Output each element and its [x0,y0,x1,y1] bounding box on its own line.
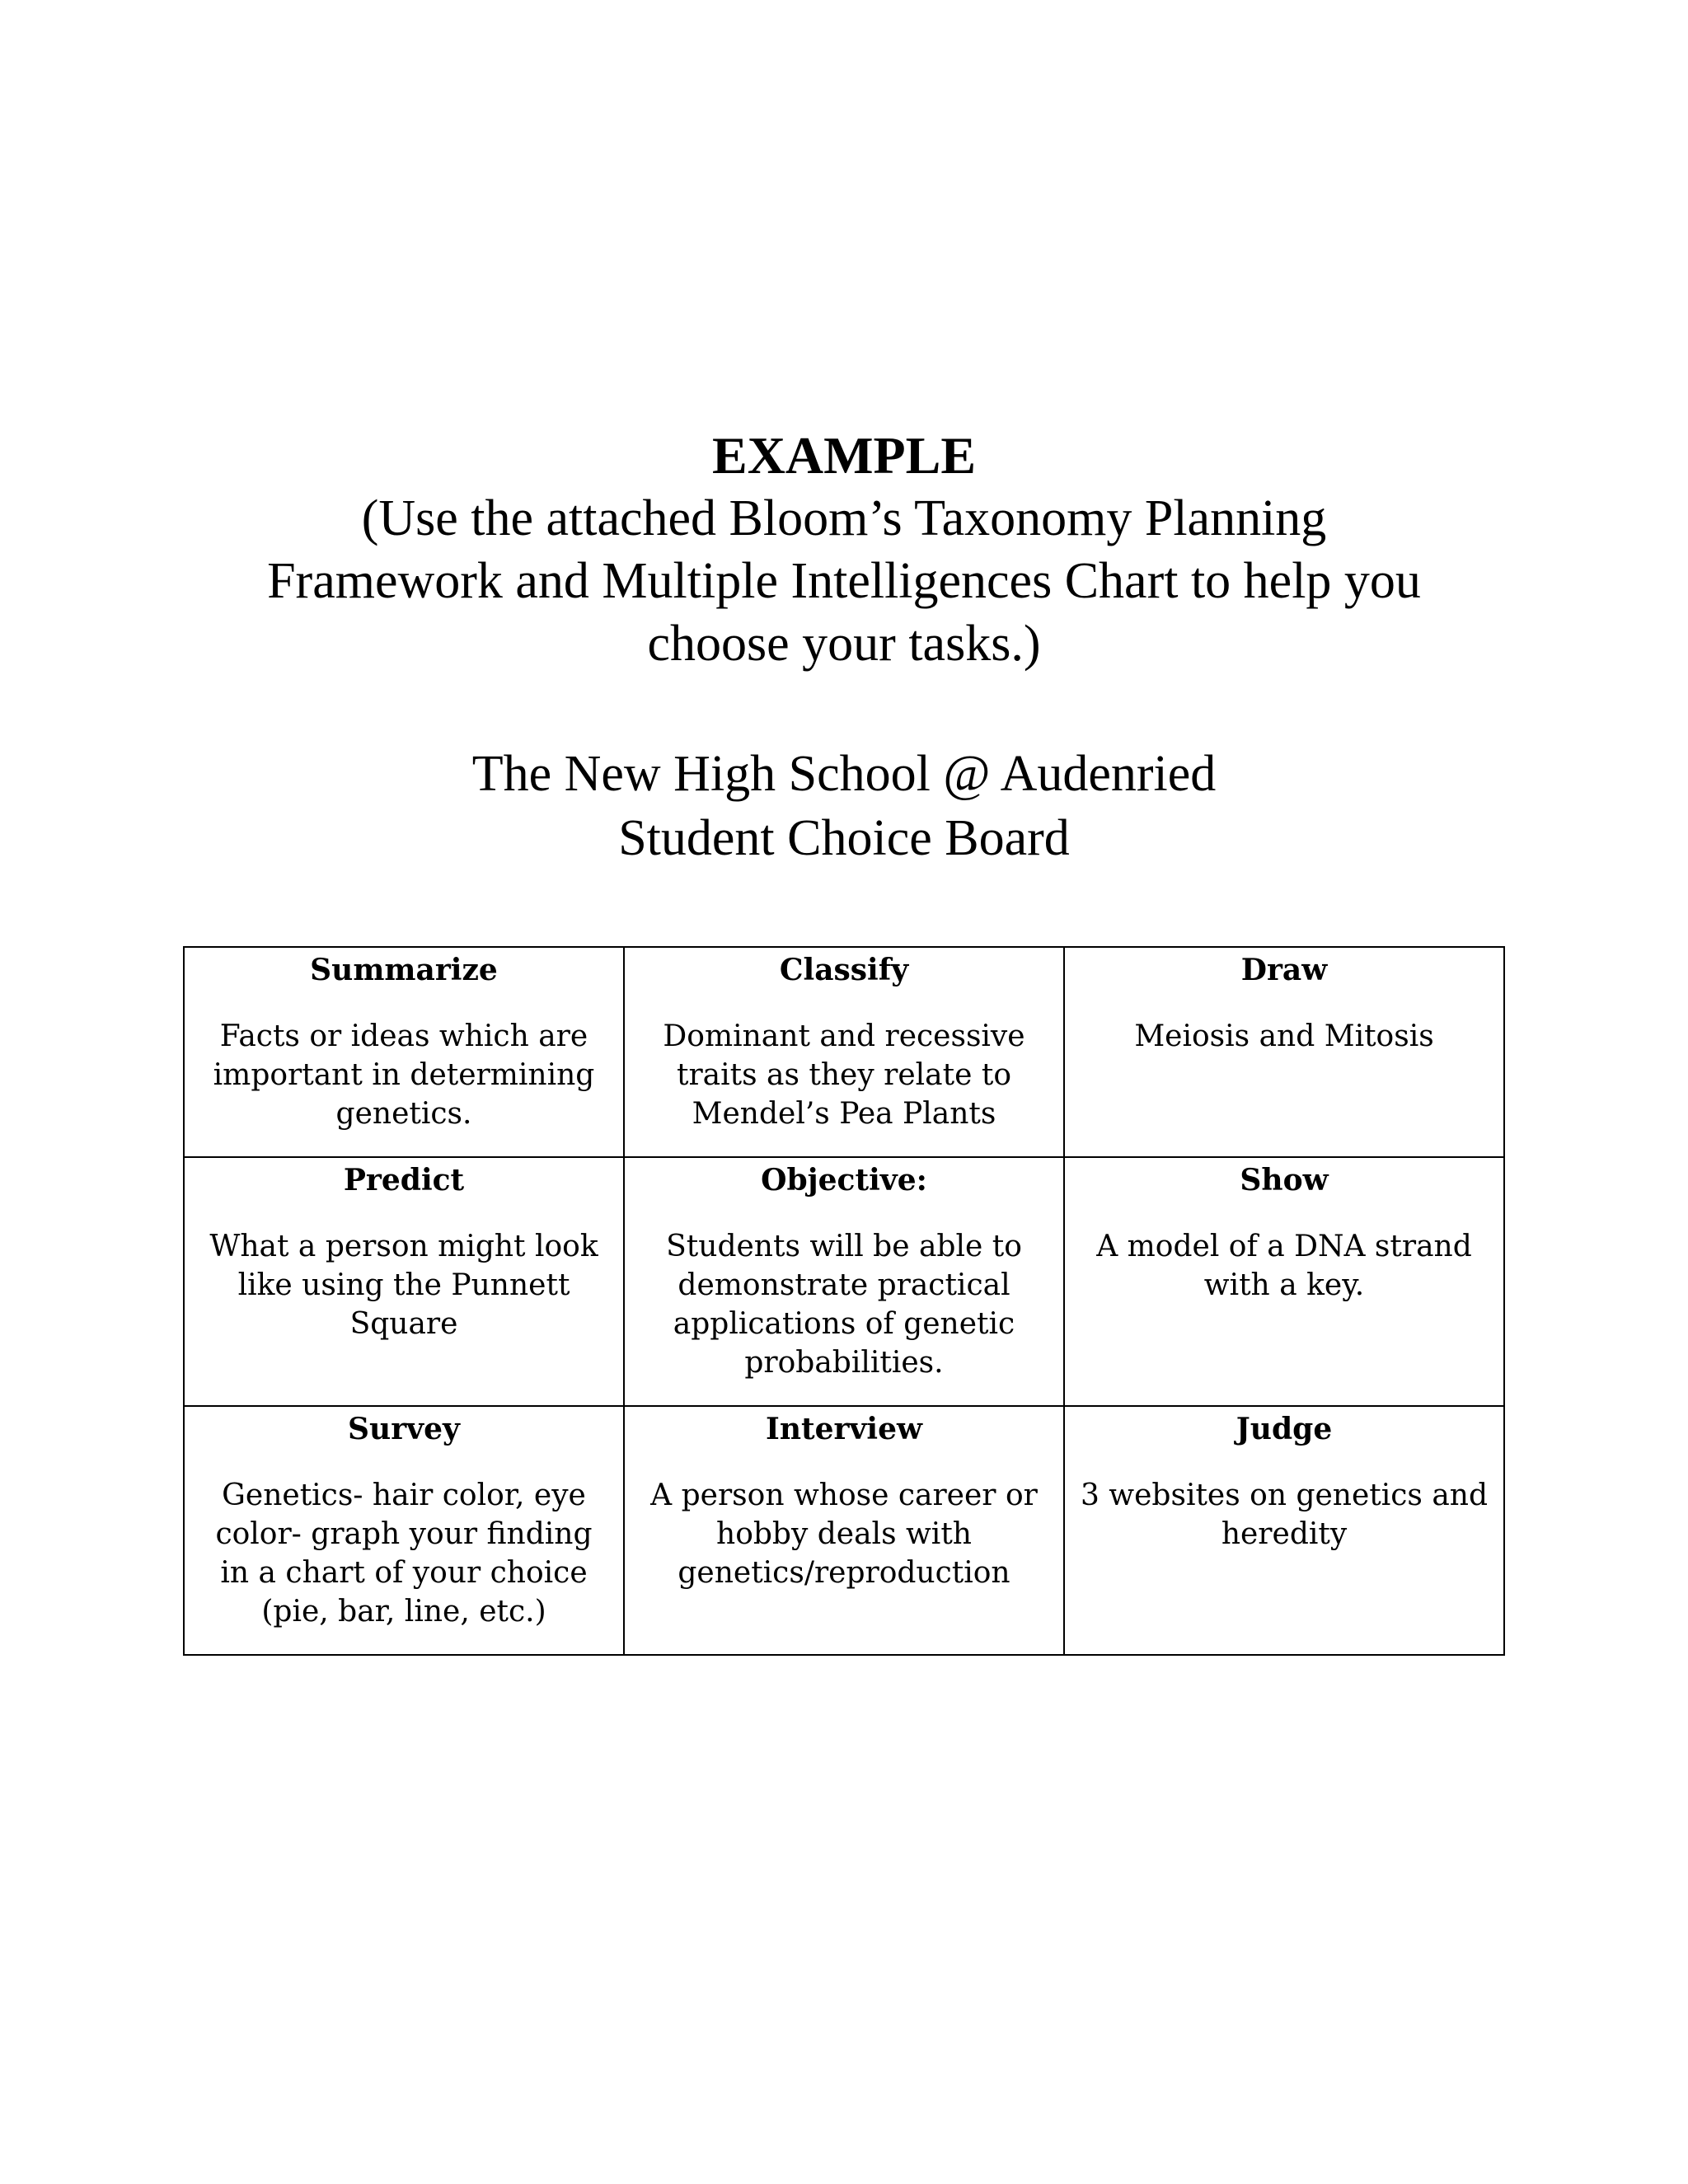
cell-title: Draw [1240,953,1328,987]
cell-title: Classify [779,953,909,987]
cell-title: Predict [343,1163,465,1197]
cell-text: Meiosis and Mitosis [1134,1019,1434,1053]
board-cell-show [1064,1157,1504,1406]
cell-text: Dominant and recessive traits as they relate to Mendel’s Pea Plants [663,1019,1025,1131]
board-cell-draw [1064,947,1504,1157]
choice-board-table [183,946,1505,1656]
cell-text: Genetics- hair color, eye color- graph your finding in a chart of your choice (pie, bar, line, etc.) [215,1479,593,1629]
board-cell-objective [624,1157,1064,1406]
school-block [0,742,1688,870]
table-row [184,1157,1504,1406]
instructions-line: Framework and Multiple Intelligences Chart to help you [267,553,1421,609]
cell-title: Interview [765,1412,922,1446]
table-row [184,1406,1504,1655]
board-cell-survey [184,1406,624,1655]
board-cell-predict [184,1157,624,1406]
instructions-line: choose your tasks.) [647,616,1041,672]
cell-title: Summarize [310,953,498,987]
cell-title: Judge [1236,1412,1333,1446]
cell-text: 3 websites on genetics and heredity [1080,1479,1489,1551]
cell-text: Students will be able to demonstrate practical applications of genetic probabilities. [666,1230,1022,1380]
cell-title: Survey [348,1412,460,1446]
school-name: The New High School @ Audenried [471,746,1217,802]
cell-text: A model of a DNA strand with a key. [1096,1230,1472,1302]
example-title: EXAMPLE [712,426,976,485]
board-cell-classify [624,947,1064,1157]
cell-text: A person whose career or hobby deals with genetics/reproduction [650,1479,1038,1590]
board-cell-summarize [184,947,624,1157]
cell-title: Objective: [761,1163,927,1197]
cell-title: Show [1240,1163,1329,1197]
board-cell-judge [1064,1406,1504,1655]
table-row [184,947,1504,1157]
instructions [0,487,1688,675]
instructions-line: (Use the attached Bloom’s Taxonomy Planning [361,490,1327,546]
cell-text: Facts or ideas which are important in determining genetics. [213,1019,595,1131]
cell-text: What a person might look like using the Punnett Square [209,1230,598,1341]
board-cell-interview [624,1406,1064,1655]
board-title: Student Choice Board [618,810,1070,866]
heading-block [0,424,1688,675]
